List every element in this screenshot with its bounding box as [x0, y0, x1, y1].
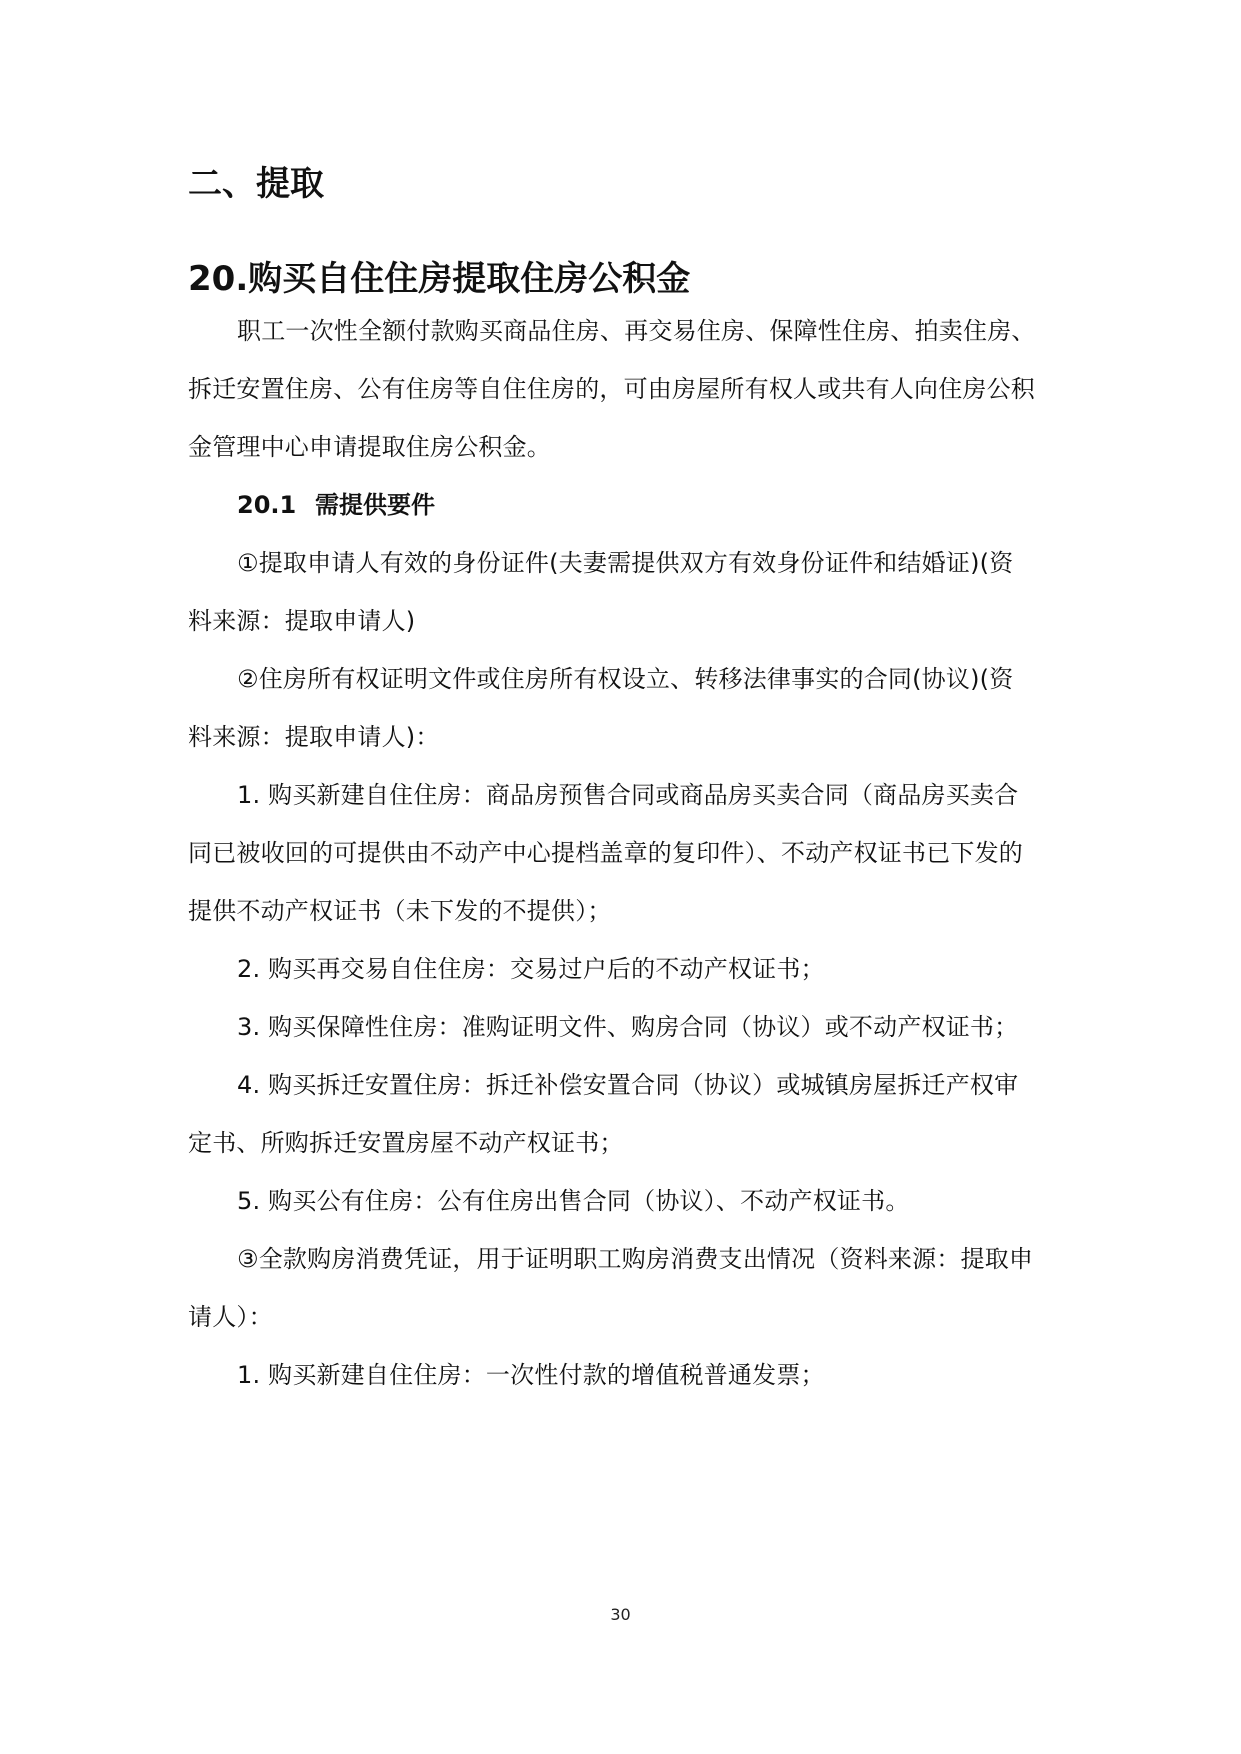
item3-line-1: ③全款购房消费凭证，用于证明职工购房消费支出情况（资料来源：提取申: [237, 1245, 1034, 1273]
intro-line-1: 职工一次性全额付款购买商品住房、再交易住房、保障性住房、拍卖住房、: [237, 317, 1036, 345]
requirements-heading-number: 20.1: [237, 491, 297, 519]
item2-sub1-line-3: 提供不动产权证书（未下发的不提供）；: [188, 897, 612, 925]
item2-sub1-line-1: 1. 购买新建自住住房：商品房预售合同或商品房买卖合同（商品房买卖合: [237, 781, 1019, 809]
item2-sub3-line: 3. 购买保障性住房：准购证明文件、购房合同（协议）或不动产权证书；: [237, 1013, 1019, 1041]
item2-sub4-line-2: 定书、所购拆迁安置房屋不动产权证书；: [188, 1129, 624, 1157]
requirements-heading: [188, 487, 1107, 523]
item2-sub1-line-2: 同已被收回的可提供由不动产中心提档盖章的复印件）、不动产权证书已下发的: [188, 839, 1023, 867]
intro-line-2: 拆迁安置住房、公有住房等自住住房的，可由房屋所有权人或共有人向住房公积: [188, 375, 1035, 403]
intro-line-3: 金管理中心申请提取住房公积金。: [188, 433, 551, 461]
section-title: 二、提取: [188, 164, 324, 204]
item3-line-2: 请人）：: [188, 1303, 273, 1331]
subsection-title: 20.购买自住住房提取住房公积金: [188, 259, 691, 299]
item1-line-1: ①提取申请人有效的身份证件(夫妻需提供双方有效身份证件和结婚证)(资: [237, 549, 1014, 577]
item3-sub1-line: 1. 购买新建自住住房：一次性付款的增值税普通发票；: [237, 1361, 825, 1389]
page-number: 30: [610, 1605, 631, 1624]
item2-sub2-line: 2. 购买再交易自住住房：交易过户后的不动产权证书；: [237, 955, 825, 983]
item1-line-2: 料来源：提取申请人): [188, 607, 416, 635]
item2-sub5-line: 5. 购买公有住房：公有住房出售合同（协议）、不动产权证书。: [237, 1187, 910, 1215]
item2-sub4-line-1: 4. 购买拆迁安置住房：拆迁补偿安置合同（协议）或城镇房屋拆迁产权审: [237, 1071, 1019, 1099]
item2-line-1: ②住房所有权证明文件或住房所有权设立、转移法律事实的合同(协议)(资: [237, 665, 1014, 693]
item2-line-2: 料来源：提取申请人)：: [188, 723, 440, 751]
requirements-heading-title: 需提供要件: [315, 491, 435, 519]
